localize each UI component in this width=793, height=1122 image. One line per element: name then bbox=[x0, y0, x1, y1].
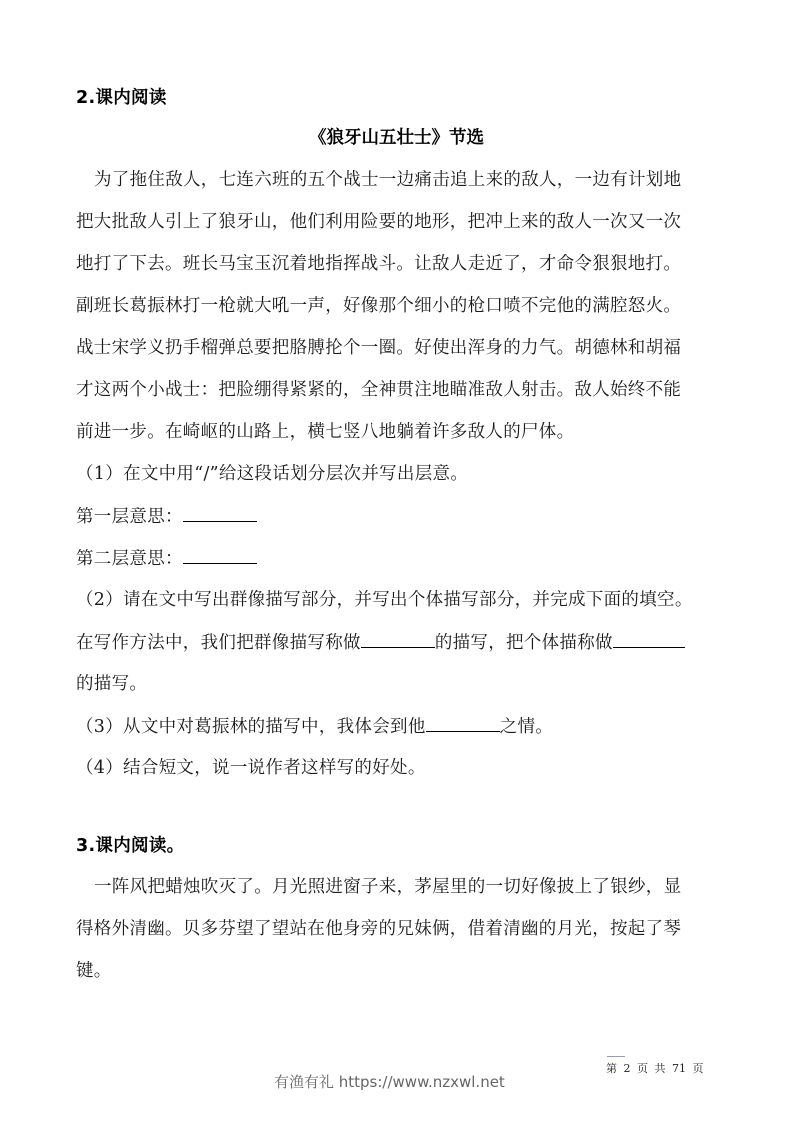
passage-line: 前进一步。在崎岖的山路上，横七竖八地躺着许多敌人的尸体。 bbox=[76, 422, 575, 442]
q3-text-a: （3）从文中对葛振林的描写中，我体会到他 bbox=[76, 717, 426, 737]
question-3 bbox=[76, 714, 553, 739]
question-2: （2）请在文中写出群像描写部分，并写出个体描写部分，并完成下面的填空。 bbox=[76, 590, 693, 610]
passage-line: 才这两个小战士：把脸绷得紧紧的，全神贯注地瞄准敌人射击。敌人始终不能 bbox=[76, 380, 682, 400]
answer-blank[interactable] bbox=[183, 504, 257, 522]
passage-line: 得格外清幽。贝多芬望了望站在他身旁的兄妹俩，借着清幽的月光，按起了琴 bbox=[76, 919, 682, 939]
layer1-label: 第一层意思： bbox=[76, 507, 183, 527]
answer-blank[interactable] bbox=[361, 630, 435, 648]
answer-blank[interactable] bbox=[426, 714, 500, 732]
question-1-layer2 bbox=[76, 546, 257, 571]
q3-text-b: 之情。 bbox=[499, 717, 554, 737]
passage-line: 为了拖住敌人，七连六班的五个战士一边痛击追上来的敌人，一边有计划地 bbox=[94, 170, 682, 190]
passage-title: 《狼牙山五壮士》节选 bbox=[309, 128, 484, 148]
question-4: （4）结合短文，说一说作者这样写的好处。 bbox=[76, 758, 426, 778]
passage-line: 把大批敌人引上了狼牙山，他们利用险要的地形，把冲上来的敌人一次又一次 bbox=[76, 212, 682, 232]
question-2-fill bbox=[76, 630, 685, 655]
passage-line: 地打了下去。班长马宝玉沉着地指挥战斗。让敌人走近了，才命令狠狠地打。 bbox=[76, 254, 682, 274]
question-1-layer1 bbox=[76, 504, 257, 529]
answer-blank[interactable] bbox=[183, 546, 257, 564]
answer-blank[interactable] bbox=[613, 630, 685, 648]
section-heading: 2.课内阅读 bbox=[76, 88, 167, 108]
q2-text-a: 在写作方法中，我们把群像描写称做 bbox=[76, 633, 361, 653]
passage-line: 副班长葛振林打一枪就大吼一声，好像那个细小的枪口喷不完他的满腔怒火。 bbox=[76, 296, 682, 316]
q2-text-b: 的描写，把个体描称做 bbox=[434, 633, 613, 653]
section-heading: 3.课内阅读。 bbox=[76, 836, 185, 856]
page-number-rule bbox=[607, 1056, 625, 1057]
layer2-label: 第二层意思： bbox=[76, 549, 183, 569]
question-2-end: 的描写。 bbox=[76, 674, 148, 694]
passage-line: 战士宋学义扔手榴弹总要把胳膊抡个一圈。好使出浑身的力气。胡德林和胡福 bbox=[76, 338, 682, 358]
page-number: 第 2 页 共 71 页 bbox=[606, 1062, 704, 1075]
question-1: （1）在文中用“/”给这段话划分层次并写出层意。 bbox=[76, 464, 469, 484]
passage-line: 一阵风把蜡烛吹灭了。月光照进窗子来，茅屋里的一切好像披上了银纱，显 bbox=[94, 877, 682, 897]
watermark-link[interactable]: 有渔有礼 https://www.nzxwl.net bbox=[274, 1073, 505, 1091]
passage-line: 键。 bbox=[76, 961, 112, 981]
